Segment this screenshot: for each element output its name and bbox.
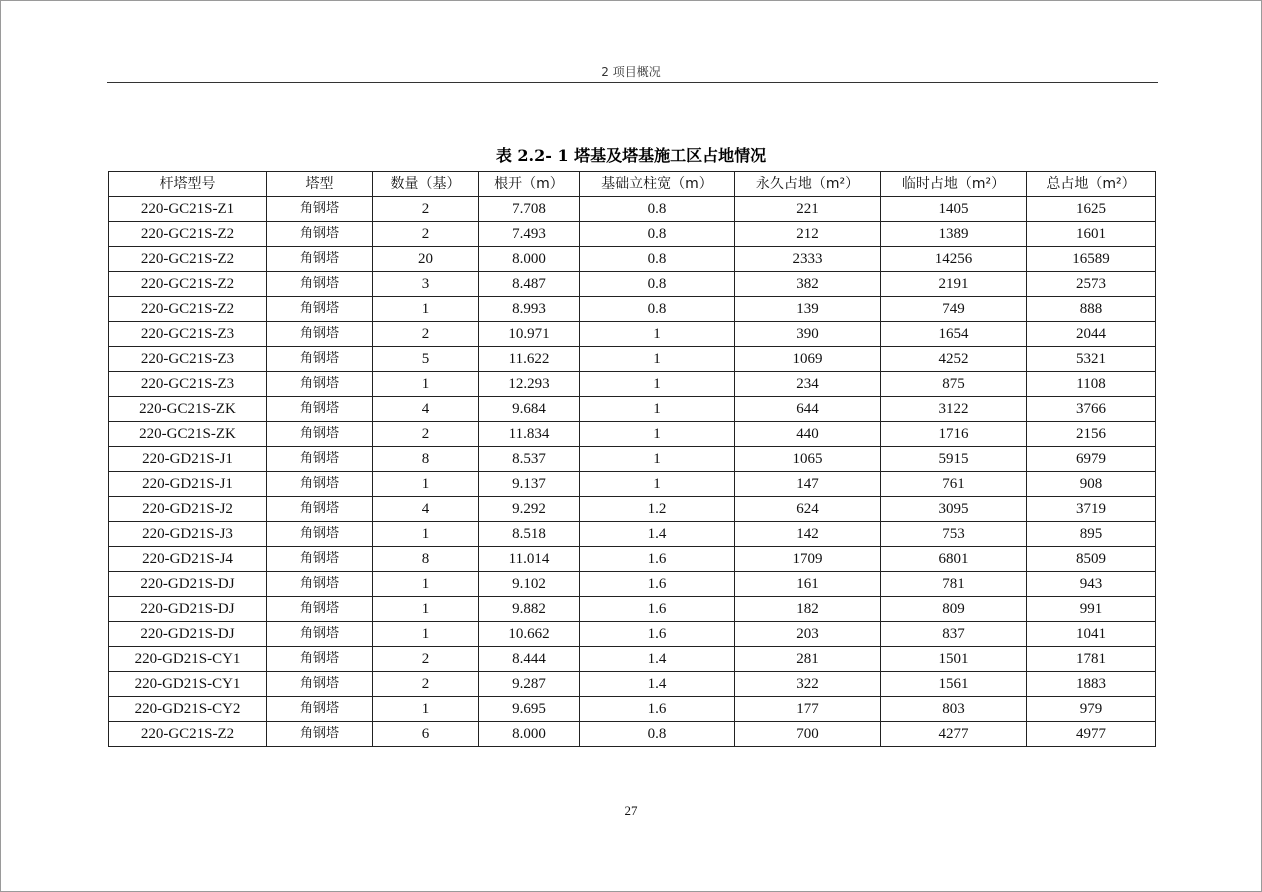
cell-total-land: 5321 [1027,347,1156,372]
table-row [109,322,1156,347]
table-row [109,372,1156,397]
cell-total-land: 991 [1027,597,1156,622]
cell-root-opening: 9.287 [479,672,580,697]
cell-total-land: 1601 [1027,222,1156,247]
cell-total-land: 8509 [1027,547,1156,572]
cell-tower-model: 220-GD21S-CY1 [109,672,267,697]
cell-tower-type: 角钢塔 [267,497,373,522]
cell-total-land: 2156 [1027,422,1156,447]
cell-tower-model: 220-GC21S-ZK [109,422,267,447]
cell-tower-type: 角钢塔 [267,622,373,647]
cell-tower-type: 角钢塔 [267,272,373,297]
table-row [109,547,1156,572]
cell-temporary-land: 1654 [881,322,1027,347]
cell-total-land: 1041 [1027,622,1156,647]
cell-root-opening: 8.444 [479,647,580,672]
cell-root-opening: 8.000 [479,722,580,747]
cell-column-width: 1.4 [580,522,735,547]
cell-temporary-land: 3122 [881,397,1027,422]
cell-column-width: 1 [580,472,735,497]
cell-permanent-land: 281 [735,647,881,672]
cell-temporary-land: 803 [881,697,1027,722]
cell-temporary-land: 761 [881,472,1027,497]
col-header-temporary-land: 临时占地（m²） [881,172,1027,197]
col-header-total-land: 总占地（m²） [1027,172,1156,197]
cell-tower-type: 角钢塔 [267,247,373,272]
cell-tower-type: 角钢塔 [267,697,373,722]
cell-column-width: 1.6 [580,622,735,647]
cell-tower-type: 角钢塔 [267,647,373,672]
cell-quantity: 1 [373,472,479,497]
cell-temporary-land: 1405 [881,197,1027,222]
cell-quantity: 6 [373,722,479,747]
cell-quantity: 2 [373,672,479,697]
table-row [109,222,1156,247]
cell-permanent-land: 161 [735,572,881,597]
cell-permanent-land: 644 [735,397,881,422]
cell-total-land: 979 [1027,697,1156,722]
cell-tower-model: 220-GD21S-DJ [109,622,267,647]
cell-tower-type: 角钢塔 [267,472,373,497]
cell-tower-type: 角钢塔 [267,572,373,597]
cell-root-opening: 11.622 [479,347,580,372]
cell-total-land: 2573 [1027,272,1156,297]
cell-total-land: 4977 [1027,722,1156,747]
cell-total-land: 1883 [1027,672,1156,697]
cell-quantity: 1 [373,297,479,322]
col-header-tower-model: 杆塔型号 [109,172,267,197]
table-row [109,597,1156,622]
cell-temporary-land: 4252 [881,347,1027,372]
cell-tower-model: 220-GD21S-J1 [109,472,267,497]
col-header-column-width: 基础立柱宽（m） [580,172,735,197]
cell-root-opening: 8.487 [479,272,580,297]
cell-total-land: 888 [1027,297,1156,322]
cell-tower-model: 220-GC21S-Z2 [109,222,267,247]
cell-column-width: 0.8 [580,247,735,272]
cell-total-land: 1108 [1027,372,1156,397]
cell-tower-type: 角钢塔 [267,672,373,697]
cell-root-opening: 8.993 [479,297,580,322]
table-caption: 表 2.2- 1 塔基及塔基施工区占地情况 [495,146,767,165]
cell-tower-type: 角钢塔 [267,347,373,372]
cell-tower-type: 角钢塔 [267,522,373,547]
table-header-row [109,172,1156,197]
cell-column-width: 1.4 [580,647,735,672]
cell-column-width: 1.6 [580,547,735,572]
cell-quantity: 2 [373,197,479,222]
table-row [109,572,1156,597]
cell-column-width: 0.8 [580,272,735,297]
cell-total-land: 1625 [1027,197,1156,222]
cell-permanent-land: 2333 [735,247,881,272]
cell-permanent-land: 212 [735,222,881,247]
cell-permanent-land: 139 [735,297,881,322]
cell-quantity: 1 [373,522,479,547]
cell-permanent-land: 624 [735,497,881,522]
cell-quantity: 2 [373,422,479,447]
table-row [109,622,1156,647]
table-row [109,472,1156,497]
cell-tower-type: 角钢塔 [267,597,373,622]
cell-tower-type: 角钢塔 [267,422,373,447]
cell-temporary-land: 781 [881,572,1027,597]
running-header: 2 项目概况 [601,65,661,79]
cell-root-opening: 11.834 [479,422,580,447]
cell-temporary-land: 753 [881,522,1027,547]
table-row [109,247,1156,272]
cell-column-width: 0.8 [580,197,735,222]
cell-column-width: 1 [580,422,735,447]
cell-tower-model: 220-GD21S-DJ [109,597,267,622]
page-number: 27 [624,803,638,818]
cell-total-land: 895 [1027,522,1156,547]
cell-permanent-land: 1069 [735,347,881,372]
cell-total-land: 1781 [1027,647,1156,672]
cell-permanent-land: 322 [735,672,881,697]
cell-tower-model: 220-GC21S-Z2 [109,247,267,272]
cell-total-land: 3766 [1027,397,1156,422]
cell-permanent-land: 1065 [735,447,881,472]
cell-total-land: 2044 [1027,322,1156,347]
cell-tower-type: 角钢塔 [267,372,373,397]
table-body [109,197,1156,747]
cell-quantity: 1 [373,597,479,622]
cell-permanent-land: 177 [735,697,881,722]
table-row [109,422,1156,447]
cell-column-width: 1 [580,397,735,422]
col-header-permanent-land: 永久占地（m²） [735,172,881,197]
cell-quantity: 5 [373,347,479,372]
cell-tower-model: 220-GC21S-Z2 [109,272,267,297]
cell-temporary-land: 5915 [881,447,1027,472]
cell-quantity: 8 [373,547,479,572]
cell-tower-type: 角钢塔 [267,322,373,347]
cell-quantity: 2 [373,647,479,672]
cell-root-opening: 9.102 [479,572,580,597]
cell-quantity: 4 [373,497,479,522]
cell-quantity: 1 [373,697,479,722]
cell-root-opening: 9.695 [479,697,580,722]
header-rule [107,82,1158,83]
cell-column-width: 1.2 [580,497,735,522]
cell-tower-model: 220-GC21S-Z2 [109,297,267,322]
cell-temporary-land: 1561 [881,672,1027,697]
cell-total-land: 908 [1027,472,1156,497]
cell-column-width: 1 [580,372,735,397]
cell-column-width: 1.6 [580,572,735,597]
cell-tower-model: 220-GD21S-J2 [109,497,267,522]
cell-root-opening: 9.292 [479,497,580,522]
cell-temporary-land: 3095 [881,497,1027,522]
cell-quantity: 3 [373,272,479,297]
cell-temporary-land: 14256 [881,247,1027,272]
table-row [109,497,1156,522]
cell-quantity: 1 [373,372,479,397]
cell-column-width: 1 [580,322,735,347]
cell-total-land: 3719 [1027,497,1156,522]
cell-permanent-land: 382 [735,272,881,297]
cell-tower-model: 220-GD21S-J3 [109,522,267,547]
cell-root-opening: 10.662 [479,622,580,647]
cell-root-opening: 9.882 [479,597,580,622]
cell-tower-model: 220-GC21S-Z3 [109,322,267,347]
cell-temporary-land: 4277 [881,722,1027,747]
cell-tower-model: 220-GD21S-J1 [109,447,267,472]
cell-tower-model: 220-GD21S-J4 [109,547,267,572]
cell-permanent-land: 700 [735,722,881,747]
cell-total-land: 16589 [1027,247,1156,272]
cell-column-width: 1.6 [580,697,735,722]
table-row [109,647,1156,672]
cell-tower-model: 220-GC21S-Z3 [109,347,267,372]
cell-tower-type: 角钢塔 [267,297,373,322]
cell-temporary-land: 1501 [881,647,1027,672]
cell-root-opening: 12.293 [479,372,580,397]
cell-permanent-land: 440 [735,422,881,447]
cell-permanent-land: 142 [735,522,881,547]
tower-land-table [108,171,1156,747]
cell-tower-model: 220-GC21S-Z3 [109,372,267,397]
table-row [109,197,1156,222]
table-row [109,522,1156,547]
cell-temporary-land: 809 [881,597,1027,622]
col-header-root-opening: 根开（m） [479,172,580,197]
table-row [109,722,1156,747]
cell-temporary-land: 837 [881,622,1027,647]
cell-permanent-land: 203 [735,622,881,647]
cell-temporary-land: 875 [881,372,1027,397]
table-row [109,272,1156,297]
cell-root-opening: 8.518 [479,522,580,547]
cell-tower-model: 220-GC21S-Z1 [109,197,267,222]
cell-root-opening: 8.537 [479,447,580,472]
cell-total-land: 943 [1027,572,1156,597]
cell-permanent-land: 182 [735,597,881,622]
cell-permanent-land: 221 [735,197,881,222]
cell-quantity: 8 [373,447,479,472]
cell-permanent-land: 234 [735,372,881,397]
table-row [109,347,1156,372]
cell-temporary-land: 1389 [881,222,1027,247]
table-row [109,397,1156,422]
cell-root-opening: 7.708 [479,197,580,222]
cell-quantity: 1 [373,572,479,597]
cell-permanent-land: 147 [735,472,881,497]
cell-column-width: 0.8 [580,222,735,247]
cell-tower-model: 220-GD21S-CY1 [109,647,267,672]
table-row [109,697,1156,722]
cell-total-land: 6979 [1027,447,1156,472]
col-header-tower-type: 塔型 [267,172,373,197]
cell-root-opening: 10.971 [479,322,580,347]
cell-tower-type: 角钢塔 [267,222,373,247]
cell-quantity: 2 [373,222,479,247]
cell-column-width: 1.6 [580,597,735,622]
cell-tower-type: 角钢塔 [267,547,373,572]
cell-temporary-land: 2191 [881,272,1027,297]
cell-column-width: 0.8 [580,297,735,322]
table-row [109,672,1156,697]
table-row [109,297,1156,322]
table-row [109,447,1156,472]
cell-tower-model: 220-GD21S-DJ [109,572,267,597]
cell-tower-type: 角钢塔 [267,447,373,472]
cell-tower-model: 220-GD21S-CY2 [109,697,267,722]
cell-tower-type: 角钢塔 [267,397,373,422]
cell-root-opening: 9.137 [479,472,580,497]
cell-column-width: 1 [580,447,735,472]
cell-temporary-land: 6801 [881,547,1027,572]
cell-quantity: 2 [373,322,479,347]
cell-quantity: 20 [373,247,479,272]
cell-temporary-land: 749 [881,297,1027,322]
cell-root-opening: 11.014 [479,547,580,572]
cell-tower-type: 角钢塔 [267,722,373,747]
cell-root-opening: 8.000 [479,247,580,272]
cell-root-opening: 7.493 [479,222,580,247]
cell-column-width: 0.8 [580,722,735,747]
cell-column-width: 1.4 [580,672,735,697]
cell-root-opening: 9.684 [479,397,580,422]
cell-permanent-land: 1709 [735,547,881,572]
col-header-quantity: 数量（基） [373,172,479,197]
cell-tower-type: 角钢塔 [267,197,373,222]
cell-quantity: 4 [373,397,479,422]
cell-permanent-land: 390 [735,322,881,347]
cell-tower-model: 220-GC21S-ZK [109,397,267,422]
cell-temporary-land: 1716 [881,422,1027,447]
cell-column-width: 1 [580,347,735,372]
cell-quantity: 1 [373,622,479,647]
cell-tower-model: 220-GC21S-Z2 [109,722,267,747]
